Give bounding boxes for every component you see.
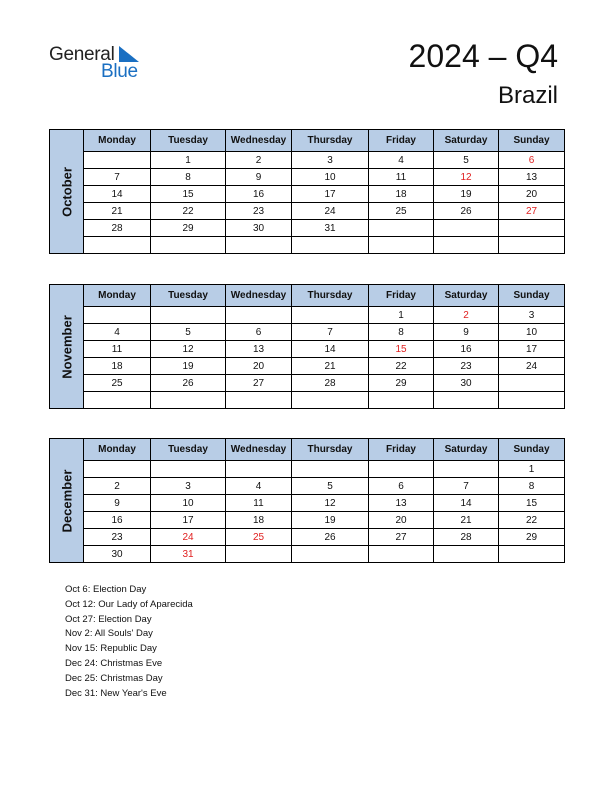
day-cell: 10 (292, 169, 369, 186)
day-cell: 9 (434, 324, 499, 341)
week-row (50, 186, 565, 203)
day-cell (369, 220, 434, 237)
day-cell: 14 (292, 341, 369, 358)
day-cell: 2 (226, 152, 292, 169)
day-cell: 15 (151, 186, 226, 203)
day-cell: 17 (151, 512, 226, 529)
calendar-november (49, 284, 564, 409)
day-cell: 26 (292, 529, 369, 546)
holiday-note: Oct 6: Election Day (65, 584, 147, 595)
day-cell: 1 (499, 461, 565, 478)
day-cell: 9 (226, 169, 292, 186)
day-cell (434, 546, 499, 563)
day-cell (434, 392, 499, 409)
day-cell: 10 (151, 495, 226, 512)
day-cell (84, 152, 151, 169)
week-row (50, 203, 565, 220)
day-cell: 8 (151, 169, 226, 186)
day-cell: 5 (292, 478, 369, 495)
week-row (50, 341, 565, 358)
day-cell: 23 (226, 203, 292, 220)
calendar-december (49, 438, 564, 563)
day-cell: 29 (151, 220, 226, 237)
page-title: 2024 – Q4 (408, 38, 558, 74)
weekday-header: Wednesday (226, 130, 292, 152)
day-cell (226, 307, 292, 324)
holiday-note: Oct 12: Our Lady of Aparecida (65, 598, 193, 610)
weekday-header: Tuesday (151, 285, 226, 307)
day-cell (434, 461, 499, 478)
day-cell (369, 237, 434, 254)
day-cell: 15 (369, 341, 434, 358)
day-cell (499, 392, 565, 409)
day-cell: 31 (292, 220, 369, 237)
weekday-header: Wednesday (226, 285, 292, 307)
day-cell: 28 (434, 529, 499, 546)
day-cell: 12 (292, 495, 369, 512)
day-cell: 7 (434, 478, 499, 495)
holiday-note: Nov 2: All Souls' Day (65, 628, 153, 640)
calendar-october (49, 129, 564, 254)
day-cell: 14 (84, 186, 151, 203)
day-cell: 19 (151, 358, 226, 375)
day-cell: 9 (84, 495, 151, 512)
day-cell: 21 (292, 358, 369, 375)
day-cell: 3 (499, 307, 565, 324)
day-cell: 5 (151, 324, 226, 341)
day-cell: 30 (84, 546, 151, 563)
day-cell: 23 (84, 529, 151, 546)
month-table (49, 284, 565, 409)
day-cell: 15 (499, 495, 565, 512)
weekday-header: Tuesday (151, 130, 226, 152)
day-cell: 24 (151, 529, 226, 546)
day-cell (84, 307, 151, 324)
holiday-note: Dec 31: New Year's Eve (65, 687, 167, 699)
holiday-note: Dec 25: Christmas Day (65, 672, 163, 684)
weekday-header: Thursday (292, 130, 369, 152)
day-cell: 16 (226, 186, 292, 203)
holiday-note: Nov 15: Republic Day (65, 643, 157, 655)
day-cell (369, 392, 434, 409)
day-cell (151, 461, 226, 478)
week-row (50, 237, 565, 254)
day-cell: 6 (499, 152, 565, 169)
logo-flag-icon (119, 46, 139, 62)
day-cell (151, 307, 226, 324)
day-cell: 29 (369, 375, 434, 392)
day-cell: 20 (499, 186, 565, 203)
weekday-header: Monday (84, 439, 151, 461)
day-cell (151, 392, 226, 409)
day-cell (226, 461, 292, 478)
day-cell: 22 (369, 358, 434, 375)
day-cell (226, 546, 292, 563)
day-cell: 11 (369, 169, 434, 186)
month-table (49, 438, 565, 563)
month-table (49, 129, 565, 254)
day-cell: 4 (369, 152, 434, 169)
day-cell: 8 (369, 324, 434, 341)
day-cell: 30 (434, 375, 499, 392)
holiday-note: Oct 27: Election Day (65, 613, 152, 625)
week-row (50, 546, 565, 563)
day-cell (369, 461, 434, 478)
day-cell: 29 (499, 529, 565, 546)
day-cell: 28 (84, 220, 151, 237)
day-cell (499, 237, 565, 254)
day-cell: 21 (434, 512, 499, 529)
day-cell: 31 (151, 546, 226, 563)
day-cell (499, 375, 565, 392)
day-cell (151, 237, 226, 254)
day-cell (292, 307, 369, 324)
day-cell: 13 (226, 341, 292, 358)
day-cell: 25 (84, 375, 151, 392)
weekday-header: Thursday (292, 439, 369, 461)
day-cell: 27 (226, 375, 292, 392)
day-cell (434, 220, 499, 237)
weekday-header: Friday (369, 285, 434, 307)
day-cell: 22 (499, 512, 565, 529)
day-cell: 6 (226, 324, 292, 341)
month-name: December (59, 469, 74, 532)
day-cell: 25 (369, 203, 434, 220)
week-row (50, 461, 565, 478)
week-row (50, 478, 565, 495)
month-label-cell (50, 439, 84, 563)
day-cell: 20 (369, 512, 434, 529)
day-cell: 20 (226, 358, 292, 375)
day-cell: 25 (226, 529, 292, 546)
weekday-header: Wednesday (226, 439, 292, 461)
day-cell: 12 (151, 341, 226, 358)
day-cell: 11 (226, 495, 292, 512)
day-cell: 3 (292, 152, 369, 169)
day-cell: 12 (434, 169, 499, 186)
weekday-header: Monday (84, 285, 151, 307)
weekday-header: Saturday (434, 285, 499, 307)
weekday-header: Sunday (499, 130, 565, 152)
day-cell: 1 (151, 152, 226, 169)
week-row (50, 307, 565, 324)
day-cell (292, 392, 369, 409)
week-row (50, 512, 565, 529)
day-cell: 7 (292, 324, 369, 341)
day-cell: 10 (499, 324, 565, 341)
logo-blue-text: Blue (101, 61, 138, 82)
week-row (50, 152, 565, 169)
day-cell: 6 (369, 478, 434, 495)
day-cell: 14 (434, 495, 499, 512)
weekday-header: Friday (369, 130, 434, 152)
day-cell: 3 (151, 478, 226, 495)
weekday-header: Sunday (499, 439, 565, 461)
day-cell: 13 (369, 495, 434, 512)
week-row (50, 495, 565, 512)
day-cell: 8 (499, 478, 565, 495)
month-label-cell (50, 130, 84, 254)
weekday-header: Monday (84, 130, 151, 152)
week-row (50, 358, 565, 375)
day-cell: 17 (292, 186, 369, 203)
holiday-note: Dec 24: Christmas Eve (65, 657, 163, 669)
week-row (50, 392, 565, 409)
logo-general-text: General (49, 44, 115, 65)
day-cell: 16 (434, 341, 499, 358)
day-cell (434, 237, 499, 254)
day-cell: 11 (84, 341, 151, 358)
day-cell: 27 (369, 529, 434, 546)
day-cell: 19 (434, 186, 499, 203)
day-cell (499, 220, 565, 237)
day-cell: 23 (434, 358, 499, 375)
day-cell: 18 (84, 358, 151, 375)
day-cell (292, 237, 369, 254)
day-cell (369, 546, 434, 563)
day-cell: 7 (84, 169, 151, 186)
day-cell: 2 (84, 478, 151, 495)
day-cell (292, 461, 369, 478)
day-cell: 1 (369, 307, 434, 324)
weekday-header: Friday (369, 439, 434, 461)
week-row (50, 529, 565, 546)
day-cell (499, 546, 565, 563)
week-row (50, 220, 565, 237)
week-row (50, 324, 565, 341)
weekday-header: Tuesday (151, 439, 226, 461)
weekday-header: Thursday (292, 285, 369, 307)
day-cell: 24 (292, 203, 369, 220)
month-name: November (59, 314, 74, 379)
holiday-notes (65, 583, 193, 701)
day-cell: 19 (292, 512, 369, 529)
weekday-header: Saturday (434, 439, 499, 461)
day-cell: 21 (84, 203, 151, 220)
day-cell (84, 237, 151, 254)
day-cell: 18 (226, 512, 292, 529)
day-cell (84, 392, 151, 409)
day-cell: 24 (499, 358, 565, 375)
day-cell (292, 546, 369, 563)
week-row (50, 169, 565, 186)
day-cell: 5 (434, 152, 499, 169)
weekday-header: Saturday (434, 130, 499, 152)
day-cell (226, 392, 292, 409)
day-cell: 22 (151, 203, 226, 220)
day-cell: 18 (369, 186, 434, 203)
day-cell: 17 (499, 341, 565, 358)
day-cell (84, 461, 151, 478)
day-cell: 4 (226, 478, 292, 495)
day-cell: 13 (499, 169, 565, 186)
country-name: Brazil (497, 82, 558, 109)
logo (49, 44, 159, 84)
week-row (50, 375, 565, 392)
day-cell (226, 237, 292, 254)
day-cell: 26 (434, 203, 499, 220)
month-name: October (59, 166, 74, 217)
day-cell: 16 (84, 512, 151, 529)
day-cell: 4 (84, 324, 151, 341)
day-cell: 28 (292, 375, 369, 392)
day-cell: 26 (151, 375, 226, 392)
day-cell: 30 (226, 220, 292, 237)
month-label-cell (50, 285, 84, 409)
day-cell: 27 (499, 203, 565, 220)
weekday-header: Sunday (499, 285, 565, 307)
day-cell: 2 (434, 307, 499, 324)
